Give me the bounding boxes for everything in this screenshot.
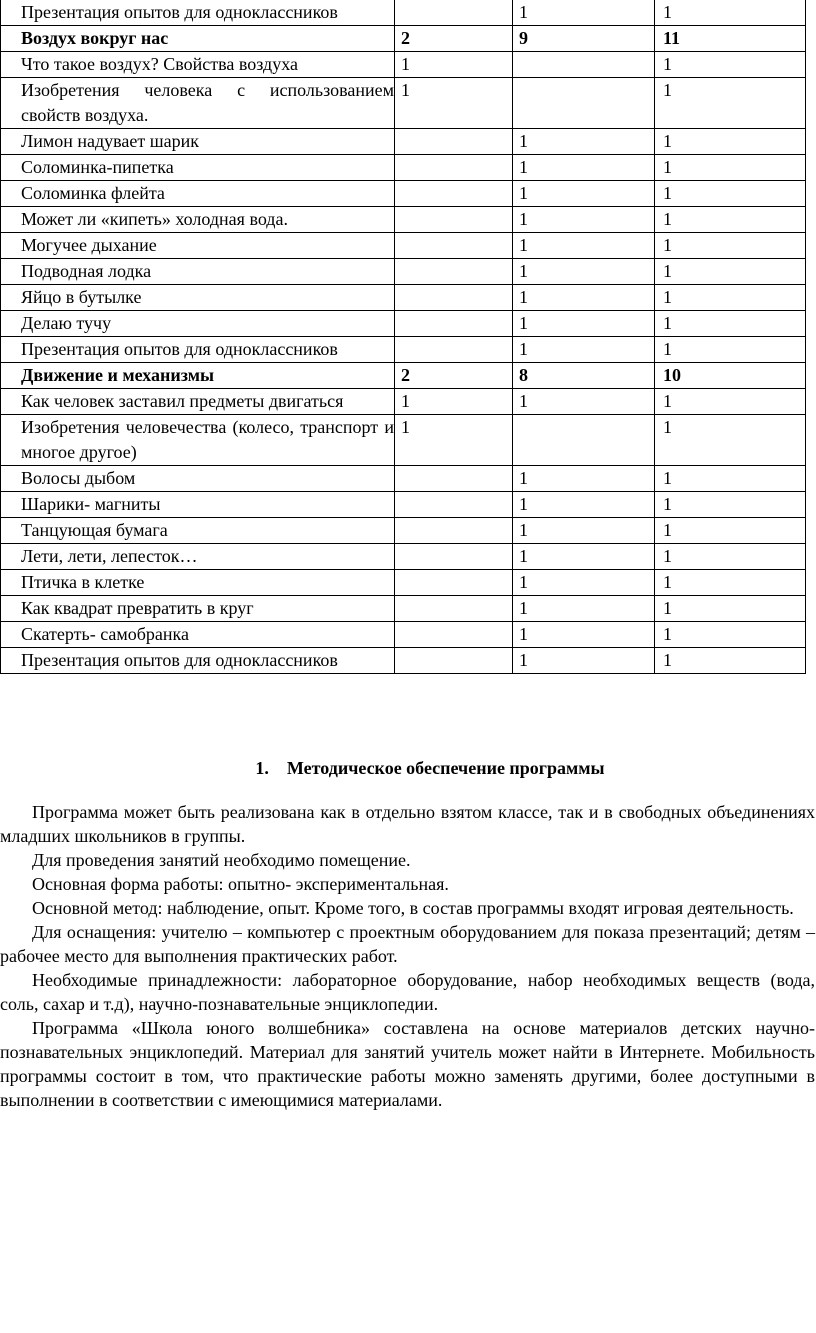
table-row [1, 648, 806, 674]
practice-hours-cell: 1 [513, 466, 655, 492]
theory-hours-cell [395, 337, 513, 363]
topic-cell: Лети, лети, лепесток… [1, 544, 395, 570]
practice-hours-cell: 1 [513, 389, 655, 415]
practice-hours-cell: 1 [513, 259, 655, 285]
practice-hours-cell [513, 78, 655, 129]
topic-cell: Подводная лодка [1, 259, 395, 285]
table-row [1, 415, 806, 466]
section-title: Методическое обеспечение программы [286, 758, 605, 778]
paragraph: Необходимые принадлежности: лабораторное оборудование, набор необходимых веществ (вода, соль, сахар и т.д), научно-познавательные энциклопедии. [0, 970, 815, 1014]
practice-hours-cell: 1 [513, 622, 655, 648]
section-body [0, 800, 815, 1112]
total-hours-cell: 1 [655, 0, 806, 26]
practice-hours-cell: 1 [513, 285, 655, 311]
table-row [1, 544, 806, 570]
practice-hours-cell: 1 [513, 596, 655, 622]
total-hours-cell: 1 [655, 207, 806, 233]
total-hours-cell: 1 [655, 285, 806, 311]
theory-hours-cell [395, 466, 513, 492]
theory-hours-cell [395, 0, 513, 26]
topic-cell: Движение и механизмы [1, 363, 395, 389]
paragraph: Основная форма работы: опытно- экспериментальная. [32, 874, 449, 894]
table-row [1, 207, 806, 233]
total-hours-cell: 1 [655, 466, 806, 492]
table-row [1, 129, 806, 155]
theory-hours-cell [395, 570, 513, 596]
total-hours-cell: 11 [655, 26, 806, 52]
practice-hours-cell: 1 [513, 648, 655, 674]
practice-hours-cell: 8 [513, 363, 655, 389]
practice-hours-cell: 1 [513, 337, 655, 363]
theory-hours-cell [395, 129, 513, 155]
total-hours-cell: 1 [655, 78, 806, 129]
program-table [0, 0, 806, 674]
practice-hours-cell: 1 [513, 233, 655, 259]
theory-hours-cell [395, 622, 513, 648]
paragraph: Программа может быть реализована как в отдельно взятом классе, так и в свободных объединениях младших школьников в группы. [0, 802, 815, 846]
practice-hours-cell: 1 [513, 181, 655, 207]
section-number: 1. [255, 758, 269, 778]
total-hours-cell: 1 [655, 181, 806, 207]
table-row [1, 78, 806, 129]
practice-hours-cell: 1 [513, 544, 655, 570]
theory-hours-cell [395, 492, 513, 518]
table-row [1, 181, 806, 207]
theory-hours-cell: 2 [395, 363, 513, 389]
topic-cell: Могучее дыхание [1, 233, 395, 259]
total-hours-cell: 1 [655, 337, 806, 363]
table-row [1, 155, 806, 181]
practice-hours-cell: 1 [513, 207, 655, 233]
table-row [1, 285, 806, 311]
theory-hours-cell [395, 285, 513, 311]
total-hours-cell: 1 [655, 622, 806, 648]
total-hours-cell: 10 [655, 363, 806, 389]
topic-cell: Как квадрат превратить в круг [1, 596, 395, 622]
table-row [1, 570, 806, 596]
total-hours-cell: 1 [655, 415, 806, 466]
program-table-body [1, 0, 806, 674]
practice-hours-cell: 1 [513, 492, 655, 518]
theory-hours-cell [395, 207, 513, 233]
total-hours-cell: 1 [655, 492, 806, 518]
practice-hours-cell [513, 415, 655, 466]
total-hours-cell: 1 [655, 596, 806, 622]
practice-hours-cell: 1 [513, 0, 655, 26]
table-row [1, 622, 806, 648]
total-hours-cell: 1 [655, 233, 806, 259]
topic-cell: Шарики- магниты [1, 492, 395, 518]
total-hours-cell: 1 [655, 570, 806, 596]
table-row [1, 259, 806, 285]
theory-hours-cell: 2 [395, 26, 513, 52]
total-hours-cell: 1 [655, 518, 806, 544]
table-row [1, 337, 806, 363]
section-row [1, 26, 806, 52]
topic-cell: Изобретения человека с использованием свойств воздуха. [1, 78, 395, 129]
topic-cell: Танцующая бумага [1, 518, 395, 544]
total-hours-cell: 1 [655, 389, 806, 415]
topic-cell: Изобретения человечества (колесо, транспорт и многое другое) [1, 415, 395, 466]
topic-cell: Делаю тучу [1, 311, 395, 337]
total-hours-cell: 1 [655, 311, 806, 337]
practice-hours-cell: 1 [513, 311, 655, 337]
paragraph: Для проведения занятий необходимо помещение. [32, 850, 411, 870]
topic-cell: Соломинка-пипетка [1, 155, 395, 181]
topic-cell: Как человек заставил предметы двигаться [1, 389, 395, 415]
theory-hours-cell [395, 181, 513, 207]
theory-hours-cell [395, 518, 513, 544]
topic-cell: Что такое воздух? Свойства воздуха [1, 52, 395, 78]
practice-hours-cell: 1 [513, 129, 655, 155]
table-row [1, 466, 806, 492]
theory-hours-cell: 1 [395, 389, 513, 415]
section-heading [0, 756, 816, 780]
theory-hours-cell [395, 596, 513, 622]
topic-cell: Может ли «кипеть» холодная вода. [1, 207, 395, 233]
section-row [1, 363, 806, 389]
table-row [1, 518, 806, 544]
theory-hours-cell [395, 259, 513, 285]
table-row [1, 0, 806, 26]
theory-hours-cell: 1 [395, 415, 513, 466]
paragraph: Программа «Школа юного волшебника» составлена на основе материалов детских научно-познавательных энциклопедий. Материал для занятий учитель может найти в Интернете. Мобильность программы состоит в том, что практические работы можно заменять другими, более доступными в выполнении в соответствии с имеющимися материалами. [0, 1018, 815, 1110]
table-row [1, 492, 806, 518]
practice-hours-cell: 1 [513, 570, 655, 596]
table-row [1, 233, 806, 259]
topic-cell: Птичка в клетке [1, 570, 395, 596]
theory-hours-cell [395, 311, 513, 337]
paragraph: Основной метод: наблюдение, опыт. Кроме того, в состав программы входят игровая деятельность. [32, 898, 794, 918]
table-row [1, 311, 806, 337]
topic-cell: Волосы дыбом [1, 466, 395, 492]
theory-hours-cell [395, 544, 513, 570]
topic-cell: Яйцо в бутылке [1, 285, 395, 311]
total-hours-cell: 1 [655, 52, 806, 78]
practice-hours-cell: 1 [513, 155, 655, 181]
theory-hours-cell [395, 155, 513, 181]
total-hours-cell: 1 [655, 259, 806, 285]
total-hours-cell: 1 [655, 648, 806, 674]
practice-hours-cell: 9 [513, 26, 655, 52]
topic-cell: Лимон надувает шарик [1, 129, 395, 155]
table-row [1, 52, 806, 78]
total-hours-cell: 1 [655, 129, 806, 155]
topic-cell: Презентация опытов для одноклассников [1, 0, 395, 26]
topic-cell: Воздух вокруг нас [1, 26, 395, 52]
topic-cell: Презентация опытов для одноклассников [1, 648, 395, 674]
practice-hours-cell: 1 [513, 518, 655, 544]
total-hours-cell: 1 [655, 544, 806, 570]
topic-cell: Презентация опытов для одноклассников [1, 337, 395, 363]
topic-cell: Соломинка флейта [1, 181, 395, 207]
theory-hours-cell [395, 233, 513, 259]
theory-hours-cell: 1 [395, 78, 513, 129]
topic-cell: Скатерть- самобранка [1, 622, 395, 648]
total-hours-cell: 1 [655, 155, 806, 181]
table-row [1, 389, 806, 415]
practice-hours-cell [513, 52, 655, 78]
paragraph: Для оснащения: учителю – компьютер с проектным оборудованием для показа презентаций; детям – рабочее место для выполнения практических работ. [0, 922, 815, 966]
table-row [1, 596, 806, 622]
theory-hours-cell [395, 648, 513, 674]
theory-hours-cell: 1 [395, 52, 513, 78]
